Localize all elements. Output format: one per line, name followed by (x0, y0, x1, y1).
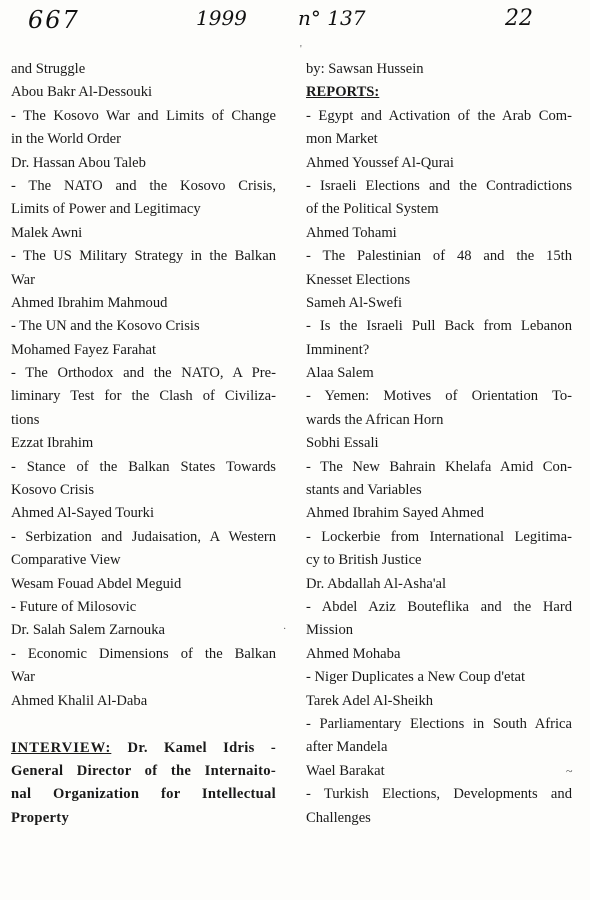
article-title-line: - The UN and the Kosovo Crisis (11, 318, 200, 335)
article-title-line: - The US Military Strategy in the Balkan (11, 248, 276, 265)
text-line: Ahmed Khalil Al-Daba (11, 692, 148, 709)
text-line: Sobhi Essali (306, 435, 379, 452)
text-line: Ezzat Ibrahim (11, 435, 94, 452)
text-line: Dr. Abdallah Al-Asha'al (306, 575, 447, 592)
text-line: Ahmed Tohami (306, 224, 397, 241)
handwritten-folio: 22 (505, 6, 533, 31)
text-line: Dr. Hassan Abou Taleb (11, 154, 146, 171)
text-line: Ahmed Ibrahim Sayed Ahmed (306, 505, 484, 522)
interview-line-3: nal Organization for Intellectual (11, 786, 276, 803)
article-title-line: - Parliamentary Elections in South Africa (306, 715, 572, 732)
article-title-line: - Egypt and Activation of the Arab Com- (306, 107, 572, 124)
article-title-line: - The New Bahrain Khelafa Amid Con- (306, 458, 572, 475)
handwritten-page-number: 667 (28, 6, 80, 34)
text-line: of the Political System (306, 201, 439, 218)
text-line: Mission (306, 622, 354, 639)
article-title-line: - Future of Milosovic (11, 598, 137, 615)
text-line: by: Sawsan Hussein (306, 61, 424, 77)
scan-mark: ~ (566, 764, 573, 778)
left-column-lines (11, 58, 276, 713)
text-line: after Mandela (306, 739, 388, 756)
text-line: Ahmed Al-Sayed Tourki (11, 505, 155, 522)
article-title-line: - The NATO and the Kosovo Crisis, (11, 177, 276, 194)
text-line: wards the African Horn (306, 411, 444, 428)
text-line: Imminent? (306, 341, 370, 358)
text-line: Kosovo Crisis (11, 482, 95, 499)
text-line: Limits of Power and Legitimacy (11, 201, 201, 218)
article-title-line: - Niger Duplicates a New Coup d'etat (306, 669, 526, 686)
text-line: Sameh Al-Swefi (306, 294, 403, 311)
text-line: in the World Order (11, 131, 122, 148)
scan-speck: ' (300, 44, 302, 55)
right-column-lines (306, 58, 572, 830)
interview-title: Dr. Kamel Idris - (111, 739, 276, 756)
text-line: cy to British Justice (306, 552, 422, 569)
text-line: Wael Barakat (306, 762, 385, 779)
article-title-line: - The Kosovo War and Limits of Change (11, 107, 276, 124)
scan-speck: · (283, 624, 287, 635)
right-column (306, 58, 572, 830)
interview-line-2: General Director of the Internaito- (11, 762, 276, 779)
text-line: Mohamed Fayez Farahat (11, 341, 157, 358)
text-line: Abou Bakr Al-Dessouki (11, 84, 153, 101)
article-title-line: - Lockerbie from International Legitima- (306, 528, 572, 545)
text-line: and Struggle (11, 61, 86, 77)
handwritten-year: 1999 (196, 6, 247, 30)
handwritten-issue-number: n° 137 (298, 6, 366, 30)
text-line: Ahmed Ibrahim Mahmoud (11, 294, 168, 311)
article-title-line: - The Palestinian of 48 and the 15th (306, 248, 572, 265)
article-title-line: - Is the Israeli Pull Back from Lebanon (306, 318, 572, 335)
text-line: liminary Test for the Clash of Civiliza- (11, 388, 276, 405)
article-title-line: - The Orthodox and the NATO, A Pre- (11, 365, 276, 382)
interview-line-4: Property (11, 809, 70, 826)
text-line: tions (11, 411, 40, 428)
text-line: Alaa Salem (306, 365, 374, 382)
article-title-line: - Serbization and Judaisation, A Western (11, 528, 276, 545)
text-line: Dr. Salah Salem Zarnouka (11, 622, 166, 639)
text-line: Knesset Elections (306, 271, 411, 288)
article-title-line: - Turkish Elections, Developments and (306, 786, 572, 803)
text-line: War (11, 669, 35, 686)
article-title-line: - Stance of the Balkan States Towards (11, 458, 276, 475)
article-title-line: - Economic Dimensions of the Balkan (11, 645, 276, 662)
text-line: Tarek Adel Al-Sheikh (306, 692, 434, 709)
text-line: Malek Awni (11, 224, 83, 241)
text-line: Comparative View (11, 552, 121, 569)
left-column (11, 58, 276, 830)
section-heading: REPORTS: (306, 84, 380, 101)
text-line: Challenges (306, 809, 371, 826)
article-title-line: - Yemen: Motives of Orientation To- (306, 388, 572, 405)
article-title-line: - Israeli Elections and the Contradictions (306, 177, 572, 194)
text-line: War (11, 271, 35, 288)
text-line: Ahmed Youssef Al-Qurai (306, 154, 454, 171)
interview-label: INTERVIEW: (11, 739, 112, 756)
text-line: mon Market (306, 131, 378, 148)
text-line: stants and Variables (306, 482, 422, 499)
text-line: Ahmed Mohaba (306, 645, 401, 662)
interview-line-1 (11, 737, 276, 760)
text-line: Wesam Fouad Abdel Meguid (11, 575, 182, 592)
article-title-line: - Abdel Aziz Bouteflika and the Hard (306, 598, 572, 615)
